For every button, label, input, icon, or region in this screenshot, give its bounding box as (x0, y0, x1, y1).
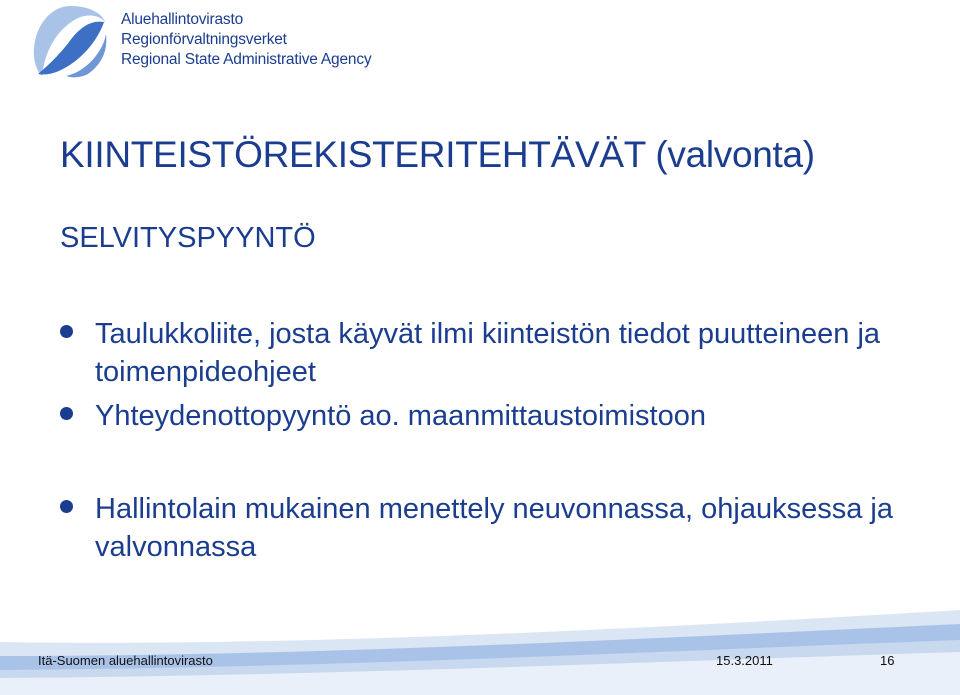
footer-date: 15.3.2011 (716, 653, 773, 668)
bullet-text: Taulukkoliite, josta käyvät ilmi kiinteistön tiedot puutteineen ja toimenpideohjeet (95, 318, 881, 388)
agency-name-sv: Regionförvaltningsverket (121, 31, 287, 48)
bullet-item (56, 490, 896, 566)
bullet-dot-icon (60, 500, 73, 513)
bullet-item (56, 315, 896, 391)
bullet-text: Yhteydenottopyyntö ao. maanmittaustoimistoon (95, 400, 706, 432)
bullet-dot-icon (60, 325, 73, 338)
footer-wave-graphic (0, 600, 960, 695)
slide-subtitle: SELVITYSPYYNTÖ (60, 222, 316, 254)
bullet-item (56, 397, 896, 435)
agency-names (121, 10, 371, 70)
bullet-dot-icon (60, 407, 73, 420)
slide-title: KIINTEISTÖREKISTERITEHTÄVÄT (valvonta) (60, 134, 815, 175)
agency-name-fi: Aluehallintovirasto (121, 11, 243, 28)
bullet-text: Hallintolain mukainen menettely neuvonnassa, ohjauksessa ja valvonnassa (95, 493, 893, 563)
agency-logo-icon (30, 4, 108, 78)
footer-organization: Itä-Suomen aluehallintovirasto (38, 653, 213, 668)
footer-page-number: 16 (880, 653, 895, 668)
agency-name-en: Regional State Administrative Agency (121, 51, 372, 68)
